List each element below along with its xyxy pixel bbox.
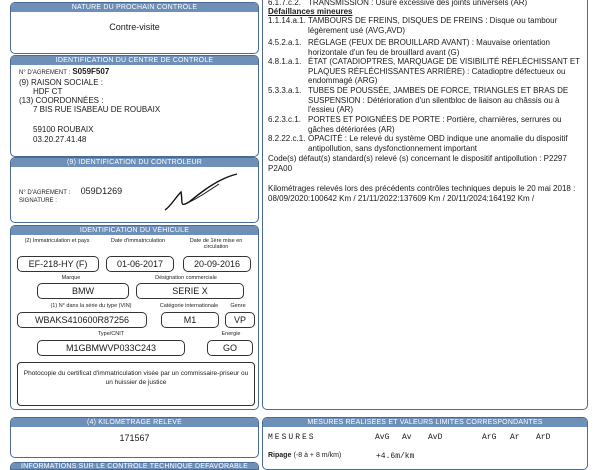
immat-field: EF-218-HY (F) [17,256,99,272]
immat-label: (2) Immatriculation et pays [24,238,90,244]
signature-label: SIGNATURE : [19,198,57,204]
code-defaut: Code(s) défaut(s) standard(s) relevé (s) concernant le dispositif antipollution : P2297 P2A00 [268,154,567,173]
kilometrage-panel [10,417,259,458]
energie-field: GO [207,340,253,356]
defaillances-heading: Défaillances mineures [268,7,353,16]
designation-label: Désignation commerciale [155,275,217,281]
ripage-label: Ripage [268,452,292,459]
km-history: Kilométrages relevés lors des précédents contrôles techniques depuis le 20 mai 2018 : 08/09/2020:100642 Km / 21/11/2022:137609 Km / 20/11/2024:164192 Km / [268,184,576,203]
controleur-agrement-value: 059D1269 [80,186,123,196]
kilometrage-header: (4) KILOMÉTRAGE RELEVÉ [11,418,258,427]
defaillance-code: 4.8.1.a.1. [268,57,302,66]
defaillance-item [268,134,586,154]
defaillance-text: ÉTAT (CATADIOPTRES, MARQUAGE DE VISIBILITÉ RÉFLÉCHISSANT ET PLAQUES RÉFLÉCHISSANTES ARRIÈRE) : Catadioptre défectueux ou endommagé (ARG) [308,57,580,86]
mesures-col-avd: AvD [428,433,443,442]
mesures-col-av: Av [402,433,412,442]
defaillance-code: 6.2.3.c.1. [268,115,301,124]
mesures-col-ar: Ar [510,433,520,442]
mesures-col-ard: ArD [536,433,551,442]
ripage-value: +4.6m/km [376,452,415,461]
categorie-field: M1 [161,312,219,328]
controleur-agrement [19,181,122,199]
mesures-panel [262,417,588,470]
coordonnees-label: (13) COORDONNÉES : [19,96,104,105]
centre-agrement-value: S059F507 [72,67,110,76]
nature-header: NATURE DU PROCHAIN CONTRÔLE [11,3,258,12]
genre-field: VP [225,312,255,328]
defaillance-code: 1.1.14.a.1. [268,16,306,25]
controleur-agrement-label: N° D'AGREMENT : [19,190,71,196]
centre-panel [10,55,259,157]
top-line-text: TRANSMISSION : Usure excessive des joints universels (AR) [308,0,528,7]
vin-field: WBAKS410600R87256 [17,312,147,328]
marque-label: Marque [61,275,81,281]
mesures-header: MESURES RÉALISÉES ET VALEURS LIMITES CORRESPONDANTES [263,418,587,427]
raison-sociale-label: (9) RAISON SOCIALE : [19,78,104,87]
raison-sociale-value: HDF CT [33,87,63,96]
kilometrage-value: 171567 [119,433,150,443]
defaillance-item [268,86,586,116]
type-field: M1GBMWVP033C243 [37,340,185,356]
defaillance-text: RÉGLAGE (FEUX DE BROUILLARD AVANT) : Mauvaise orientation horizontale d'un feu de brouillard avant (G) [308,38,551,57]
defaillance-text: PORTES ET POIGNÉES DE PORTE : Portière, charnières, serrures ou gâches détériorées (AR) [308,115,562,134]
vehicule-panel [10,225,259,410]
marque-field: BMW [37,283,129,299]
genre-label: Genre [230,303,246,309]
defaillance-text: OPACITÉ : Le relevé du système OBD indique une anomalie du dispositif antipollution, sans dysfonctionnement important [308,134,568,153]
signature-image [161,172,241,214]
centre-address1: 7 BIS RUE ISABEAU DE ROUBAIX [33,105,161,114]
mesures-col-avg: AvG [375,433,390,442]
date-mise-field: 20-09-2016 [183,256,251,272]
defaillance-item [268,57,586,87]
energie-label: Energie [221,331,241,337]
footer-left-header: INFORMATIONS SUR LE CONTRÔLE TECHNIQUE DÉFAVORABLE [11,463,258,470]
defaillance-code: 4.5.2.a.1. [268,38,302,47]
vehicule-header: IDENTIFICATION DU VÉHICULE [11,226,258,235]
mesures-title: MESURES [268,433,316,442]
nature-value: Contre-visite [109,22,160,32]
nature-panel [10,2,259,54]
date-immat-field: 01-06-2017 [106,256,174,272]
defaillance-item [268,115,586,135]
ripage-row [268,450,341,459]
defaillance-item [268,16,586,36]
defaillance-item [268,38,586,58]
mesures-col-arg: ArG [482,433,497,442]
type-label: Type/CNIT [97,331,125,337]
categorie-label: Catégorie internationale [159,303,219,309]
defaillance-code: 5.3.3.a.1. [268,86,302,95]
vehicule-note: Photocopie du certificat d'immatriculation visée par un commissaire-priseur ou un huissier de justice [17,362,255,406]
centre-agrement [19,67,109,76]
date-immat-label: Date d'immatriculation [110,238,166,244]
controleur-panel [10,157,259,223]
vin-label: (1) N° dans la série du type (VIN) [50,303,132,309]
designation-field: SERIE X [136,283,244,299]
centre-agrement-label: N° D'AGREMENT : [19,70,71,76]
defaillance-text: TAMBOURS DE FREINS, DISQUES DE FREINS : Disque ou tambour légèrement usé (AVG,AVD) [308,16,558,35]
defaillance-text: TUBES DE POUSSÉE, JAMBES DE FORCE, TRIANGLES ET BRAS DE SUSPENSION : Détérioration d'un silentbloc de liaison au châssis ou à l'essieu (AR) [308,86,569,115]
date-mise-label: Date de 1ère mise en circulation [189,238,243,250]
controleur-header: (9) IDENTIFICATION DU CONTRÔLEUR [11,158,258,167]
footer-left-panel [10,462,259,470]
centre-header: IDENTIFICATION DU CENTRE DE CONTRÔLE [11,56,258,65]
centre-phone: 03.20.27.41.48 [33,135,87,144]
centre-address2: 59100 ROUBAIX [33,125,94,134]
defaillance-code: 8.2.22.c.1. [268,134,306,143]
top-line-code: 6.1.7.c.2. [268,0,301,7]
ripage-limits: (-8 à + 8 m/km) [293,452,342,459]
